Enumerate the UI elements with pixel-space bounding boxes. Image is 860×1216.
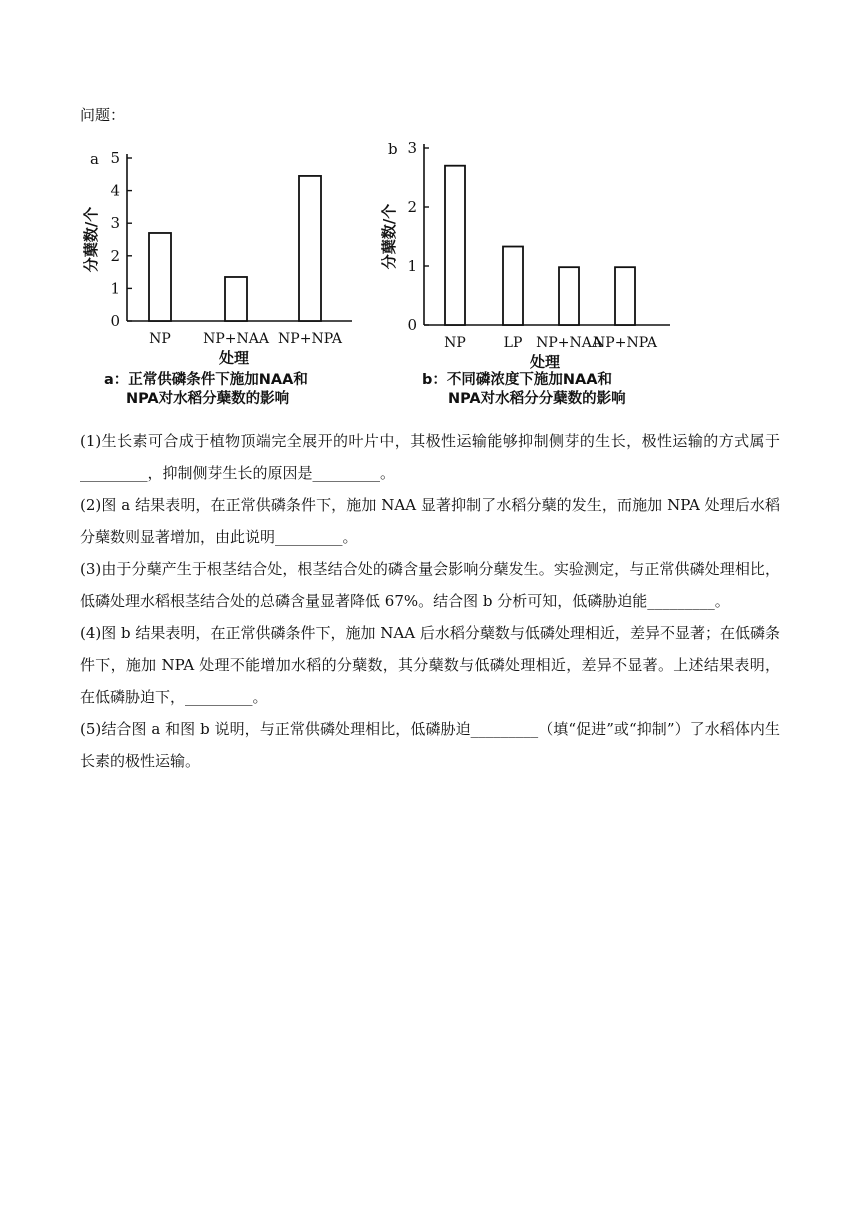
chart-b-bar (503, 247, 523, 325)
chart-b-caption-line1: b：不同磷浓度下施加NAA和 (422, 372, 612, 388)
chart-a-panel-label: a (90, 150, 99, 168)
chart-b-category-label: NP (444, 335, 466, 351)
chart-b-bar (445, 166, 465, 325)
chart-a-y-tick-label: 3 (110, 214, 120, 233)
question-2: (2)图 a 结果表明，在正常供磷条件下，施加 NAA 显著抑制了水稻分蘖的发生，而施加 NPA 处理后水稻分蘖数则显著增加，由此说明_________。 (80, 496, 780, 546)
question-1: (1)生长素可合成于植物顶端完全展开的叶片中，其极性运输能够抑制侧芽的生长，极性运输的方式属于_________，抑制侧芽生长的原因是_________。 (80, 432, 780, 482)
chart-b-y-tick-label: 2 (407, 198, 417, 216)
chart-a-y-tick-label: 5 (110, 149, 120, 167)
question-4: (4)图 b 结果表明，在正常供磷条件下，施加 NAA 后水稻分蘖数与低磷处理相近，差异不显著；在低磷条件下，施加 NPA 处理不能增加水稻的分蘖数，其分蘖数与低磷处理相近，差异不显著。上述结果表明，在低磷胁迫下，_________。 (80, 624, 780, 706)
chart-b-y-tick-label: 3 (407, 139, 417, 157)
chart-a-category-label: NP (149, 331, 171, 347)
chart-a-category-label: NP+NAA (203, 331, 269, 347)
chart-b-x-axis-label: 处理 (529, 353, 561, 371)
chart-a-x-axis-label: 处理 (218, 349, 250, 367)
question-3: (3)由于分蘖产生于根茎结合处，根茎结合处的磷含量会影响分蘖发生。实验测定，与正常供磷处理相比，低磷处理水稻根茎结合处的总磷含量显著降低 67%。结合图 b 分析可知，低磷胁迫能_________。 (80, 560, 780, 610)
chart-b-bar (615, 267, 635, 325)
chart-b-bar (559, 267, 579, 325)
chart-b-category-label: LP (503, 335, 523, 351)
question-5: (5)结合图 a 和图 b 说明，与正常供磷处理相比，低磷胁迫_________（填“促进”或“抑制”）了水稻体内生长素的极性运输。 (80, 720, 780, 770)
chart-b-category-label: NP+NAA (536, 335, 602, 351)
chart-a-y-tick-label: 0 (110, 312, 120, 330)
chart-a-bar (225, 277, 247, 321)
chart-b-caption-line2: NPA对水稻分分蘖数的影响 (448, 391, 626, 407)
chart-b-y-tick-label: 1 (407, 257, 417, 275)
section-intro: 问题： (80, 106, 126, 124)
chart-b-panel-label: b (388, 140, 398, 158)
chart-a-caption-line1: a：正常供磷条件下施加NAA和 (104, 372, 308, 388)
chart-a-y-tick-label: 2 (110, 246, 120, 265)
chart-a-plot (82, 138, 372, 368)
chart-b-category-label: NP+NPA (593, 335, 657, 351)
chart-a-bar (299, 176, 321, 321)
chart-a-caption-line2: NPA对水稻分蘖数的影响 (126, 391, 290, 407)
chart-b-plot (380, 138, 700, 371)
question-list (80, 425, 780, 777)
chart-b-y-axis-label: 分蘖数/个 (380, 203, 398, 270)
chart-b (380, 138, 700, 418)
chart-a-category-label: NP+NPA (278, 331, 342, 347)
chart-a (82, 138, 372, 418)
chart-a-y-axis-label: 分蘖数/个 (82, 206, 100, 273)
chart-a-y-tick-label: 1 (110, 279, 120, 298)
chart-a-bar (149, 233, 171, 321)
chart-a-y-tick-label: 4 (110, 181, 120, 200)
chart-b-y-tick-label: 0 (407, 316, 417, 334)
